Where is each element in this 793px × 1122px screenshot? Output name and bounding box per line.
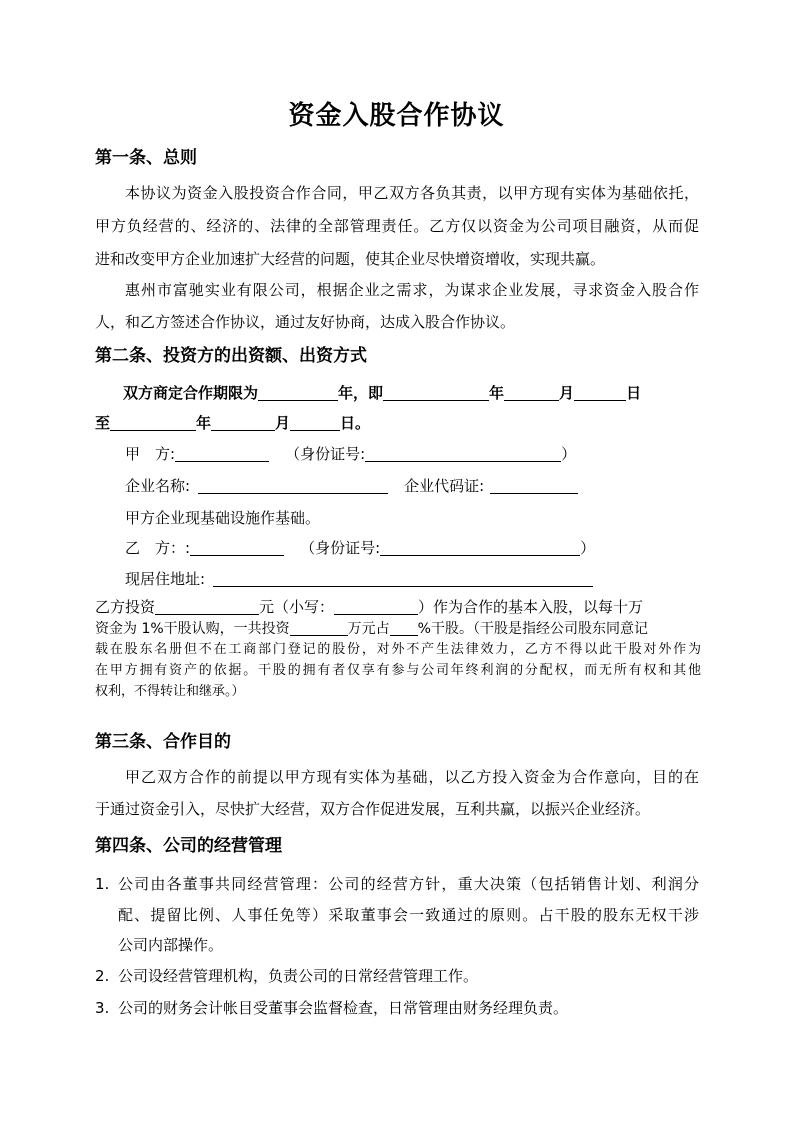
start-month-blank[interactable]: [504, 384, 559, 401]
party-a-blank[interactable]: [175, 445, 269, 462]
end-day-blank[interactable]: [290, 414, 340, 431]
term-line-1: [123, 383, 641, 403]
article-2-heading: 第二条、投资方的出资额、出资方式: [95, 346, 367, 366]
term-years-blank[interactable]: [258, 384, 338, 401]
company-code-label: 企业代码证:: [404, 477, 485, 495]
end-month-text: 月: [275, 414, 291, 432]
address-label: 现居住地址:: [125, 570, 206, 588]
invest-percent-blank[interactable]: [390, 619, 418, 636]
end-month-blank[interactable]: [211, 414, 275, 431]
party-a-label: 甲 方:: [125, 445, 176, 463]
end-year-text: 年: [196, 414, 212, 432]
party-a-basis: 甲方企业现基础设施作基础。: [125, 509, 321, 527]
investment-line-3: 载在股东名册但不在工商部门登记的股份，对外不产生法律效力，乙方不得以此干股对外作为: [95, 642, 701, 657]
investment-line-5: 权利，不得转让和继承。）: [95, 684, 245, 699]
address-line: [125, 569, 593, 589]
party-b-blank[interactable]: [190, 539, 284, 556]
end-year-blank[interactable]: [110, 414, 196, 431]
article-3-heading: 第三条、合作目的: [95, 732, 231, 752]
article-1-para-2-line-1: 惠州市富驰实业有限公司，根据企业之需求，为谋求企业发展，寻求资金入股合作: [125, 281, 699, 299]
party-a-line: [125, 444, 576, 464]
term-line-2: [95, 413, 370, 433]
list-item-2-text: 公司设经营管理机构，负责公司的日常经营管理工作。: [118, 967, 479, 985]
party-a-id-close: ）: [561, 445, 577, 463]
article-4-heading: 第四条、公司的经营管理: [95, 836, 282, 856]
term-to: 至: [95, 414, 111, 432]
company-code-blank[interactable]: [490, 477, 578, 494]
address-blank[interactable]: [213, 570, 593, 587]
start-year-blank[interactable]: [383, 384, 489, 401]
list-item-1-line-3: 公司内部操作。: [118, 936, 224, 954]
article-3-para-line-2: 于通过资金引入，尽快扩大经营，双方合作促进发展，互利共赢，以振兴企业经济。: [95, 800, 651, 818]
start-day-blank[interactable]: [574, 384, 626, 401]
invest-text-c: ）作为合作的基本入股，以每十万: [418, 598, 644, 616]
party-a-id-label: （身份证号:: [285, 445, 366, 463]
company-name-blank[interactable]: [198, 477, 388, 494]
party-b-id-close: ）: [580, 539, 596, 557]
list-item-1-number: 1.: [95, 875, 110, 893]
article-1-para-1-line-3: 进和改变甲方企业加速扩大经营的问题，使其企业尽快增资增收，实现共赢。: [95, 250, 606, 268]
investment-line-1: [95, 597, 699, 617]
start-year-text: 年: [489, 384, 505, 402]
article-1-para-1-line-2: 甲方负经营的、经济的、法律的全部管理责任。乙方仅以资金为公司项目融资，从而促: [95, 217, 699, 235]
start-day-text: 日: [626, 384, 642, 402]
party-b-id-label: （身份证号:: [300, 539, 381, 557]
invest-amount-blank[interactable]: [155, 598, 259, 615]
invest-text-f: %干股。（干股是指经公司股东同意记: [417, 621, 648, 637]
invest-text-d: 资金为 1%干股认购，一共投资: [95, 621, 290, 637]
article-3-para-line-1: 甲乙双方合作的前提以甲方现有实体为基础，以乙方投入资金为合作意向，目的在: [125, 768, 699, 786]
party-b-line: [125, 538, 595, 558]
invest-text-b: 元（小写：: [259, 598, 335, 616]
list-item-1-line-2: 配、提留比例、人事任免等）采取董事会一致通过的原则。占干股的股东无权干涉: [118, 906, 699, 924]
invest-text-a: 乙方投资: [95, 598, 156, 616]
term-prefix: 双方商定合作期限为: [123, 384, 259, 402]
article-1-para-2-line-2: 人，和乙方签述合作协议，通过友好协商，达成入股合作协议。: [95, 313, 516, 331]
list-item-2-number: 2.: [95, 967, 110, 985]
company-name-label: 企业名称:: [125, 477, 191, 495]
list-item-3-text: 公司的财务会计帐目受董事会监督检查，日常管理由财务经理负责。: [118, 999, 569, 1017]
article-1-heading: 第一条、总则: [95, 148, 197, 168]
party-b-id-blank[interactable]: [380, 539, 580, 556]
start-month-text: 月: [559, 384, 575, 402]
term-year-text: 年，即: [338, 384, 384, 402]
invest-text-e: 万元占: [347, 621, 390, 637]
invest-wan-blank[interactable]: [290, 619, 348, 636]
investment-line-2: [95, 619, 648, 639]
investment-line-4: 在甲方拥有资产的依据。干股的拥有者仅享有参与公司年终利润的分配权，而无所有权和其他: [95, 663, 701, 678]
list-item-1-line-1: 公司由各董事共同经营管理：公司的经营方针，重大决策（包括销售计划、利润分: [118, 875, 699, 893]
list-item-3-number: 3.: [95, 999, 110, 1017]
party-a-id-blank[interactable]: [365, 445, 561, 462]
article-1-para-1-line-1: 本协议为资金入股投资合作合同，甲乙双方各负其责，以甲方现有实体为基础依托，: [125, 184, 699, 202]
invest-small-blank[interactable]: [334, 598, 418, 615]
party-b-label: 乙 方：:: [125, 539, 191, 557]
company-line: [125, 476, 578, 496]
end-day-text: 日。: [340, 414, 371, 432]
document-title: 资金入股合作协议: [288, 101, 505, 131]
